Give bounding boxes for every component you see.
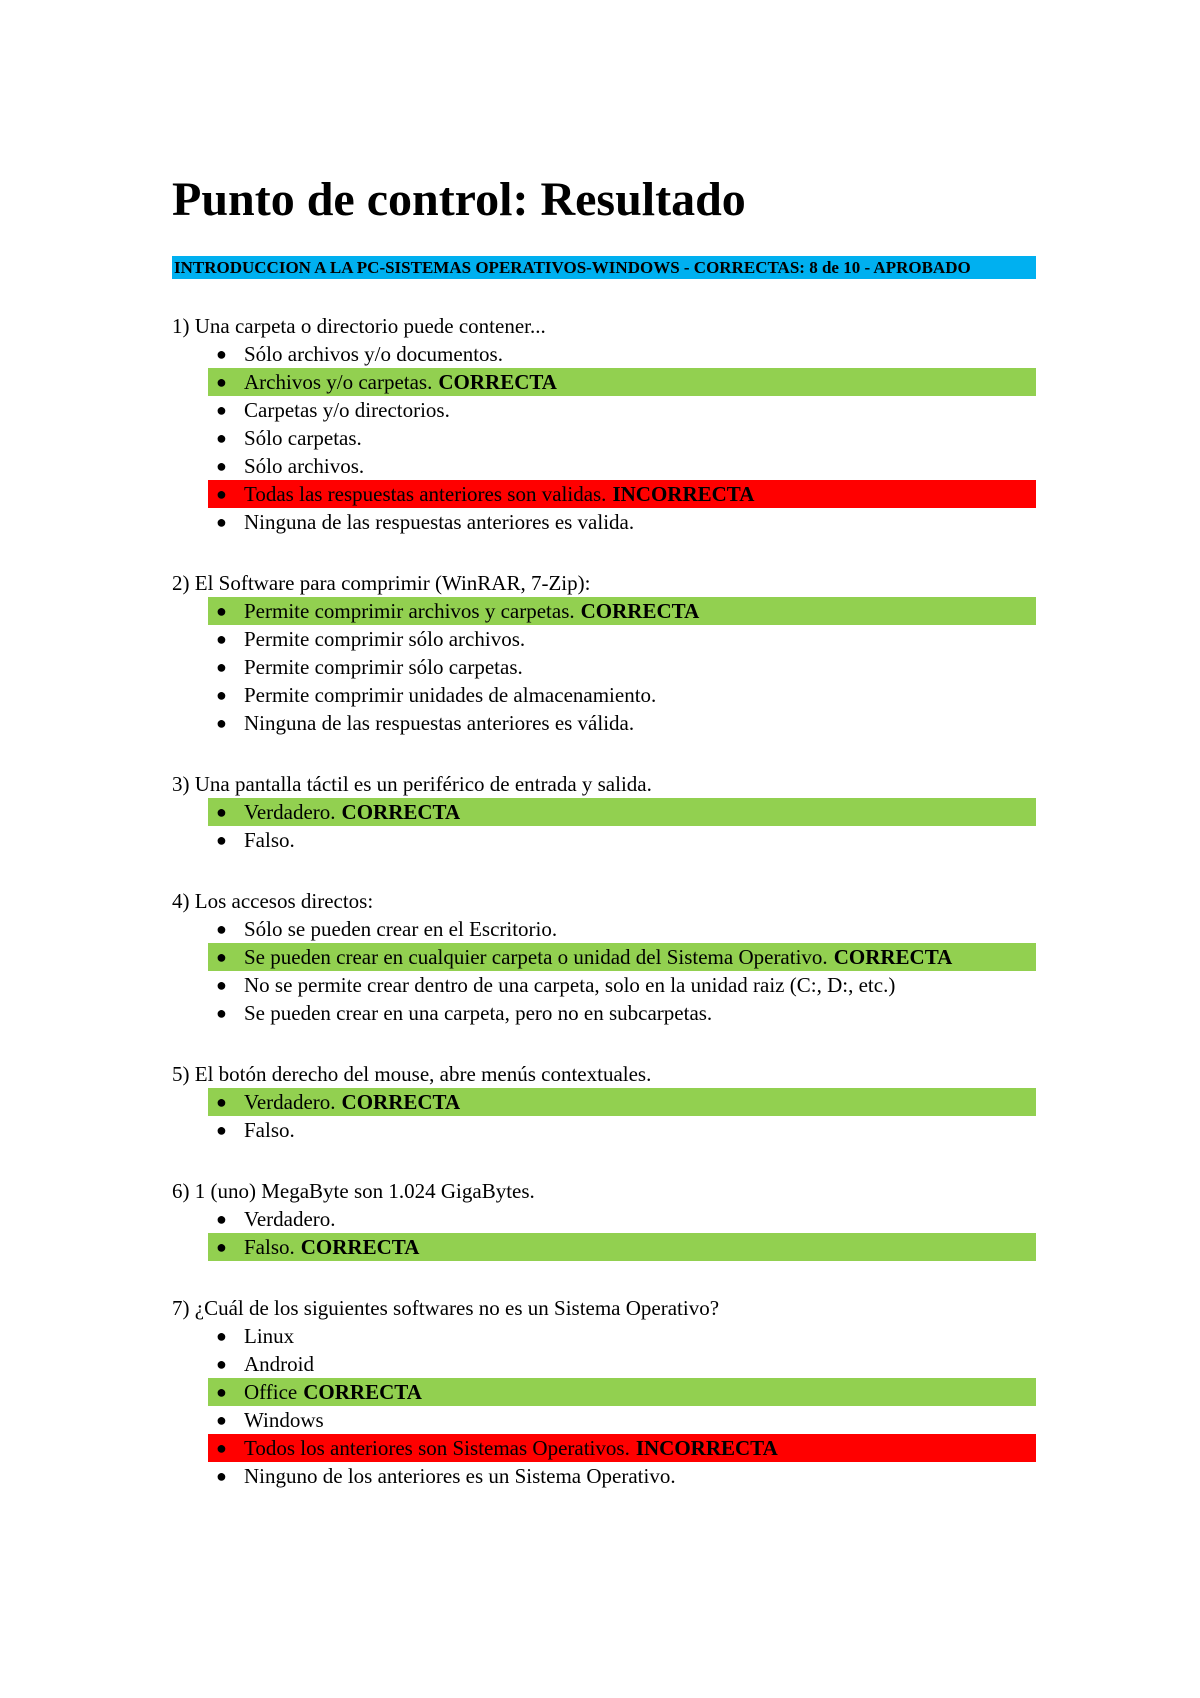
- question-2: [172, 569, 1036, 737]
- option-text: Ninguna de las respuestas anteriores es valida.: [244, 510, 635, 534]
- answer-option: [208, 1434, 1036, 1462]
- option-text: Sólo archivos.: [244, 454, 365, 478]
- bullet-icon: ●: [216, 629, 227, 649]
- bullet-icon: ●: [216, 657, 227, 677]
- answer-option: [208, 625, 1036, 653]
- option-text: Ninguno de los anteriores es un Sistema Operativo.: [244, 1464, 676, 1488]
- answer-option: [208, 971, 1036, 999]
- bullet-icon: ●: [216, 428, 227, 448]
- answer-option: [208, 1233, 1036, 1261]
- correct-tag: CORRECTA: [833, 945, 953, 969]
- option-text: Permite comprimir archivos y carpetas.: [244, 599, 575, 623]
- options-list: [172, 1322, 1036, 1490]
- question-text: 6) 1 (uno) MegaByte son 1.024 GigaBytes.: [172, 1179, 535, 1203]
- option-text: Verdadero.: [244, 1207, 336, 1231]
- bullet-icon: ●: [216, 1120, 227, 1140]
- option-text: Se pueden crear en una carpeta, pero no en subcarpetas.: [244, 1001, 713, 1025]
- option-text: Linux: [244, 1324, 295, 1348]
- question-5: [172, 1060, 1036, 1144]
- correct-tag: CORRECTA: [303, 1380, 422, 1404]
- correct-tag: CORRECTA: [341, 800, 461, 824]
- bullet-icon: ●: [216, 456, 227, 476]
- option-text: Permite comprimir unidades de almacenamiento.: [244, 683, 657, 707]
- question-text: 4) Los accesos directos:: [172, 889, 374, 913]
- options-list: [172, 1088, 1036, 1144]
- page-title: Punto de control: Resultado: [172, 173, 746, 226]
- bullet-icon: ●: [216, 1003, 227, 1023]
- bullet-icon: ●: [216, 1237, 227, 1257]
- answer-option: [208, 681, 1036, 709]
- options-list: [172, 1205, 1036, 1261]
- bullet-icon: ●: [216, 685, 227, 705]
- bullet-icon: ●: [216, 400, 227, 420]
- question-text: 7) ¿Cuál de los siguientes softwares no es un Sistema Operativo?: [172, 1296, 720, 1320]
- option-text: Sólo carpetas.: [244, 426, 362, 450]
- option-text: Permite comprimir sólo archivos.: [244, 627, 526, 651]
- question-1: [172, 312, 1036, 536]
- option-text: Sólo archivos y/o documentos.: [244, 342, 503, 366]
- incorrect-tag: INCORRECTA: [612, 482, 755, 506]
- bullet-icon: ●: [216, 344, 227, 364]
- answer-option: [208, 1462, 1036, 1490]
- result-banner: INTRODUCCION A LA PC-SISTEMAS OPERATIVOS-WINDOWS - CORRECTAS: 8 de 10 - APROBADO: [172, 256, 1036, 279]
- bullet-icon: ●: [216, 713, 227, 733]
- option-text: Permite comprimir sólo carpetas.: [244, 655, 523, 679]
- bullet-icon: ●: [216, 1382, 227, 1402]
- option-text: Archivos y/o carpetas.: [244, 370, 433, 394]
- question-text: 3) Una pantalla táctil es un periférico de entrada y salida.: [172, 772, 652, 796]
- answer-option: [208, 999, 1036, 1027]
- option-text: Todos los anteriores son Sistemas Operativos.: [244, 1436, 630, 1460]
- option-text: Carpetas y/o directorios.: [244, 398, 450, 422]
- option-text: Android: [244, 1352, 314, 1376]
- correct-tag: CORRECTA: [580, 599, 700, 623]
- bullet-icon: ●: [216, 1410, 227, 1430]
- options-list: [172, 798, 1036, 854]
- answer-option: [208, 1406, 1036, 1434]
- correct-tag: CORRECTA: [438, 370, 557, 394]
- question-text: 1) Una carpeta o directorio puede contener...: [172, 314, 546, 338]
- option-text: Ninguna de las respuestas anteriores es válida.: [244, 711, 635, 735]
- option-text: Sólo se pueden crear en el Escritorio.: [244, 917, 558, 941]
- question-3: [172, 770, 1036, 854]
- answer-option: [208, 709, 1036, 737]
- options-list: [172, 597, 1036, 737]
- option-text: Office: [244, 1380, 298, 1404]
- answer-option: [208, 368, 1036, 396]
- option-text: Verdadero.: [244, 800, 336, 824]
- answer-option: [208, 1116, 1036, 1144]
- answer-option: [208, 798, 1036, 826]
- answer-option: [208, 943, 1036, 971]
- document-content: [172, 170, 1036, 1490]
- answer-option: [208, 396, 1036, 424]
- answer-option: [208, 508, 1036, 536]
- question-7: [172, 1294, 1036, 1490]
- answer-option: [208, 452, 1036, 480]
- answer-option: [208, 480, 1036, 508]
- bullet-icon: ●: [216, 1092, 227, 1112]
- answer-option: [208, 340, 1036, 368]
- option-text: Todas las respuestas anteriores son validas.: [244, 482, 607, 506]
- bullet-icon: ●: [216, 802, 227, 822]
- bullet-icon: ●: [216, 919, 227, 939]
- answer-option: [208, 1322, 1036, 1350]
- option-text: Se pueden crear en cualquier carpeta o unidad del Sistema Operativo.: [244, 945, 828, 969]
- bullet-icon: ●: [216, 1438, 227, 1458]
- bullet-icon: ●: [216, 1466, 227, 1486]
- options-list: [172, 340, 1036, 536]
- bullet-icon: ●: [216, 1354, 227, 1374]
- answer-option: [208, 1088, 1036, 1116]
- incorrect-tag: INCORRECTA: [635, 1436, 778, 1460]
- answer-option: [208, 653, 1036, 681]
- bullet-icon: ●: [216, 484, 227, 504]
- question-text: 2) El Software para comprimir (WinRAR, 7-Zip):: [172, 571, 591, 595]
- question-4: [172, 887, 1036, 1027]
- correct-tag: CORRECTA: [341, 1090, 461, 1114]
- option-text: Windows: [244, 1408, 324, 1432]
- options-list: [172, 915, 1036, 1027]
- answer-option: [208, 424, 1036, 452]
- option-text: Falso.: [244, 828, 295, 852]
- question-text: 5) El botón derecho del mouse, abre menús contextuales.: [172, 1062, 652, 1086]
- bullet-icon: ●: [216, 601, 227, 621]
- question-6: [172, 1177, 1036, 1261]
- option-text: Falso.: [244, 1235, 295, 1259]
- answer-option: [208, 915, 1036, 943]
- answer-option: [208, 597, 1036, 625]
- bullet-icon: ●: [216, 372, 227, 392]
- correct-tag: CORRECTA: [300, 1235, 420, 1259]
- bullet-icon: ●: [216, 1326, 227, 1346]
- answer-option: [208, 1205, 1036, 1233]
- bullet-icon: ●: [216, 830, 227, 850]
- option-text: No se permite crear dentro de una carpeta, solo en la unidad raiz (C:, D:, etc.): [244, 973, 896, 997]
- answer-option: [208, 826, 1036, 854]
- bullet-icon: ●: [216, 512, 227, 532]
- bullet-icon: ●: [216, 1209, 227, 1229]
- answer-option: [208, 1378, 1036, 1406]
- option-text: Falso.: [244, 1118, 295, 1142]
- bullet-icon: ●: [216, 975, 227, 995]
- answer-option: [208, 1350, 1036, 1378]
- option-text: Verdadero.: [244, 1090, 336, 1114]
- questions-list: [172, 312, 1036, 1490]
- bullet-icon: ●: [216, 947, 227, 967]
